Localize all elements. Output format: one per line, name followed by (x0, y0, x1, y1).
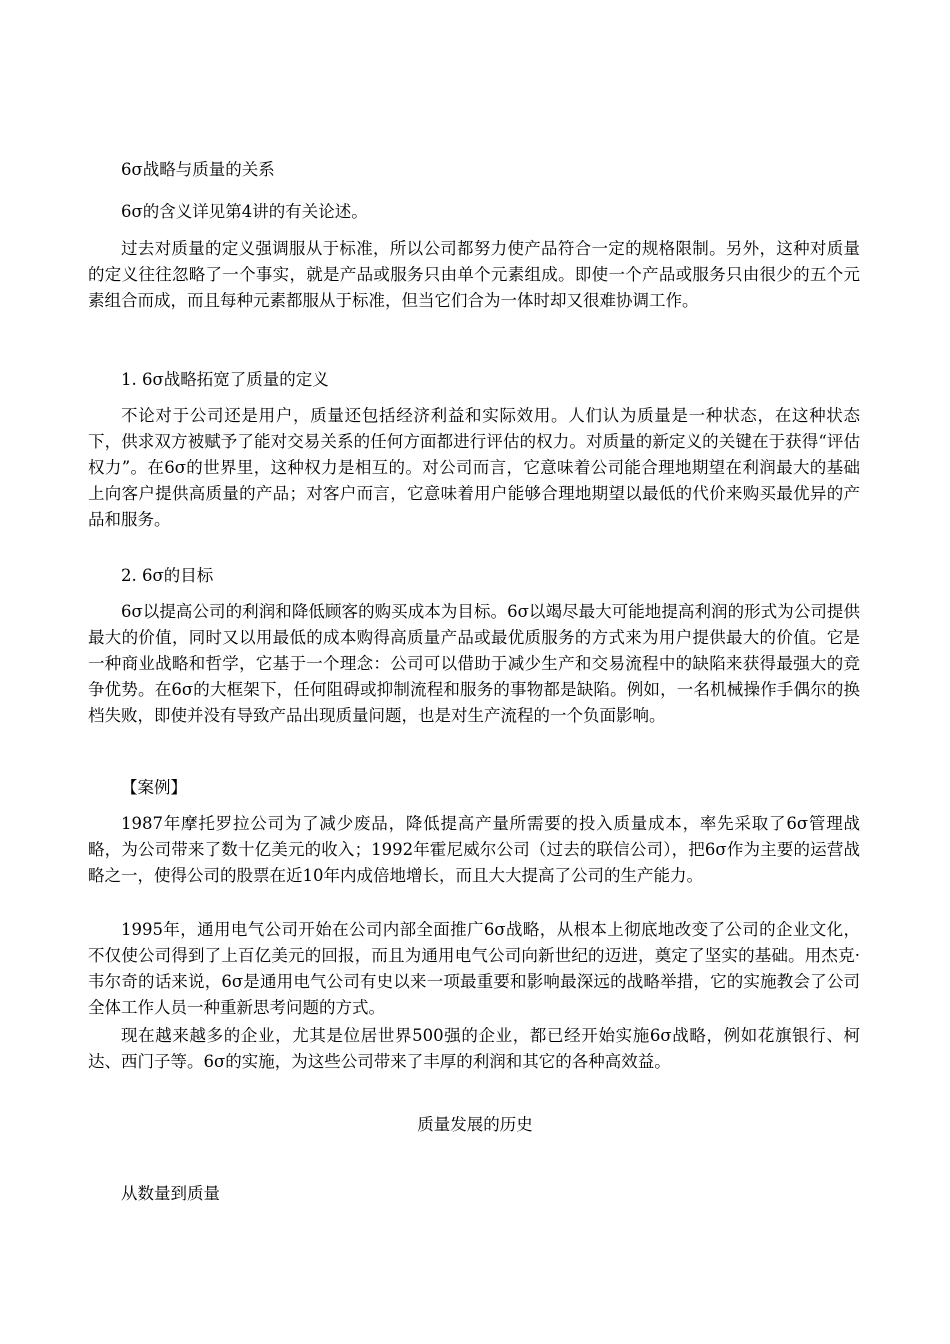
subsection-title: 1. 6σ战略拓宽了质量的定义 (121, 370, 329, 389)
case-paragraph: 现在越来越多的企业，尤其是位居世界500强的企业，都已经开始实施6σ战略，例如花旗银行、柯达、西门子等。6σ的实施，为这些公司带来了丰厚的利润和其它的各种高效益。 (88, 1026, 860, 1071)
paragraph: 不论对于公司还是用户，质量还包括经济利益和实际效用。人们认为质量是一种状态，在这种状态下，供求双方被赋予了能对交易关系的任何方面都进行评估的权力。对质量的新定义的关键在于获得“评估权力”。在6σ的世界里，这种权力是相互的。对公司而言，它意味着公司能合理地期望在利润最大的基础上向客户提供高质量的产品；对客户而言，它意味着用户能够合理地期望以最低的代价来购买最优异的产品和服务。 (88, 406, 860, 529)
intro-line: 6σ的含义详见第4讲的有关论述。 (121, 202, 368, 221)
section-title-centered: 质量发展的历史 (417, 1115, 533, 1134)
subsection-title: 2. 6σ的目标 (121, 566, 214, 585)
paragraph: 6σ以提高公司的利润和降低顾客的购买成本为目标。6σ以竭尽最大可能地提高利润的形式为公司提供最大的价值，同时又以用最低的成本购得高质量产品或最优质服务的方式来为用户提供最大的价值。它是一种商业战略和哲学，它基于一个理念：公司可以借助于减少生产和交易流程中的缺陷来获得最强大的竞争优势。在6σ的大框架下，任何阻碍或抑制流程和服务的事物都是缺陷。例如，一名机械操作手偶尔的换档失败，即使并没有导致产品出现质量问题，也是对生产流程的一个负面影响。 (88, 602, 860, 725)
case-paragraph: 1987年摩托罗拉公司为了减少废品，降低提高产量所需要的投入质量成本，率先采取了6σ管理战略，为公司带来了数十亿美元的收入；1992年霍尼威尔公司（过去的联信公司），把6σ作为主要的运营战略之一，使得公司的股票在近10年内成倍地增长，而且大大提高了公司的生产能力。 (88, 814, 860, 885)
section-title: 6σ战略与质量的关系 (121, 160, 275, 179)
case-heading: 【案例】 (121, 778, 187, 797)
subheading: 从数量到质量 (121, 1184, 220, 1203)
paragraph: 过去对质量的定义强调服从于标准，所以公司都努力使产品符合一定的规格限制。另外，这种对质量的定义往往忽略了一个事实，就是产品或服务只由单个元素组成。即使一个产品或服务只由很少的五个元素组合而成，而且每种元素都服从于标准，但当它们合为一体时却又很难协调工作。 (88, 239, 860, 310)
case-paragraph: 1995年，通用电气公司开始在公司内部全面推广6σ战略，从根本上彻底地改变了公司的企业文化，不仅使公司得到了上百亿美元的回报，而且为通用电气公司向新世纪的迈进，奠定了坚实的基础。用杰克·韦尔奇的话来说，6σ是通用电气公司有史以来一项最重要和影响最深远的战略举措，它的实施教会了公司全体工作人员一种重新思考问题的方式。 (88, 920, 860, 1017)
